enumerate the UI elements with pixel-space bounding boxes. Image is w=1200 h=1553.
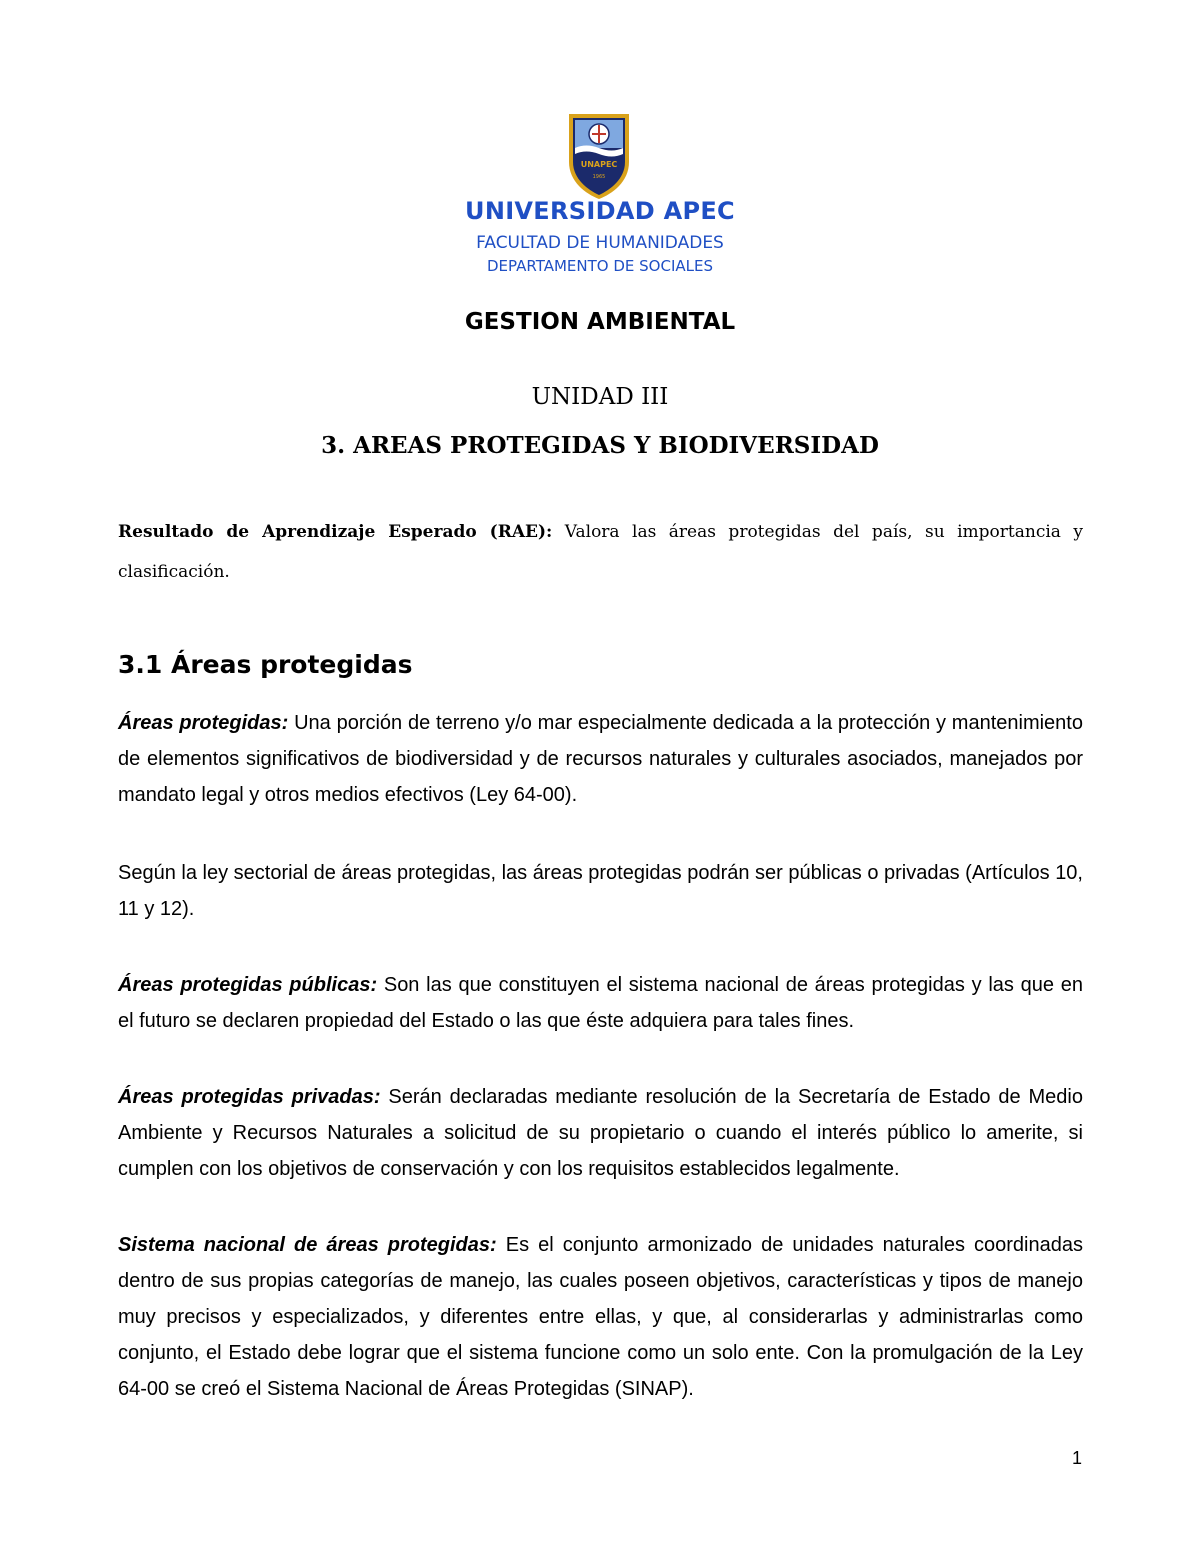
rae-text: Valora las áreas protegidas del país, su importancia y clasificación. (118, 522, 1083, 582)
paragraph-term: Áreas protegidas: (118, 712, 289, 734)
paragraph-sistema-nacional (118, 1227, 1083, 1407)
university-logo (566, 110, 632, 200)
paragraph-areas-privadas (118, 1079, 1083, 1187)
paragraph-text: Serán declaradas mediante resolución de la Secretaría de Estado de Medio Ambiente y Recursos Naturales a solicitud de su propietario o cuando el interés público lo amerite, si cumplen con los objetivos de conservación y con los requisitos establecidos legalmente. (118, 1086, 1083, 1180)
paragraph-term: Áreas protegidas públicas: (118, 974, 378, 996)
rae-paragraph (118, 512, 1083, 592)
paragraph-text: Son las que constituyen el sistema nacional de áreas protegidas y las que en el futuro se declaren propiedad del Estado o las que éste adquiera para tales fines. (118, 974, 1083, 1032)
paragraph-areas-protegidas (118, 705, 1083, 813)
department-name: DEPARTAMENTO DE SOCIALES (487, 257, 713, 275)
paragraph-areas-publicas (118, 967, 1083, 1039)
paragraph-term: Sistema nacional de áreas protegidas: (118, 1234, 497, 1256)
logo-text: UNAPEC (580, 160, 618, 169)
topic-title: 3. AREAS PROTEGIDAS Y BIODIVERSIDAD (321, 432, 879, 459)
paragraph-text: Una porción de terreno y/o mar especialmente dedicada a la protección y mantenimiento de elementos significativos de biodiversidad y de recursos naturales y culturales asociados, manejados por mandato legal y otros medios efectivos (Ley 64-00). (118, 712, 1083, 806)
rae-label: Resultado de Aprendizaje Esperado (RAE): (118, 522, 553, 542)
paragraph-ley-sectorial (118, 855, 1083, 927)
faculty-name: FACULTAD DE HUMANIDADES (476, 233, 724, 253)
logo-year: 1965 (592, 174, 606, 180)
section-heading: 3.1 Áreas protegidas (118, 650, 413, 679)
paragraph-text: Según la ley sectorial de áreas protegidas, las áreas protegidas podrán ser públicas o privadas (Artículos 10, 11 y 12). (118, 862, 1083, 920)
paragraph-term: Áreas protegidas privadas: (118, 1086, 381, 1108)
university-name: UNIVERSIDAD APEC (465, 197, 735, 225)
paragraph-text: Es el conjunto armonizado de unidades naturales coordinadas dentro de sus propias categorías de manejo, las cuales poseen objetivos, características y tipos de manejo muy precisos y especializados, y diferentes entre ellas, y que, al considerarlas y administrarlas como conjunto, el Estado debe lograr que el sistema funcione como un solo ente. Con la promulgación de la Ley 64-00 se creó el Sistema Nacional de Áreas Protegidas (SINAP). (118, 1234, 1083, 1400)
shield-logo-icon (566, 110, 632, 200)
unit-title: UNIDAD III (531, 384, 669, 410)
page-number: 1 (1071, 1448, 1082, 1468)
course-title: GESTION AMBIENTAL (464, 309, 736, 335)
